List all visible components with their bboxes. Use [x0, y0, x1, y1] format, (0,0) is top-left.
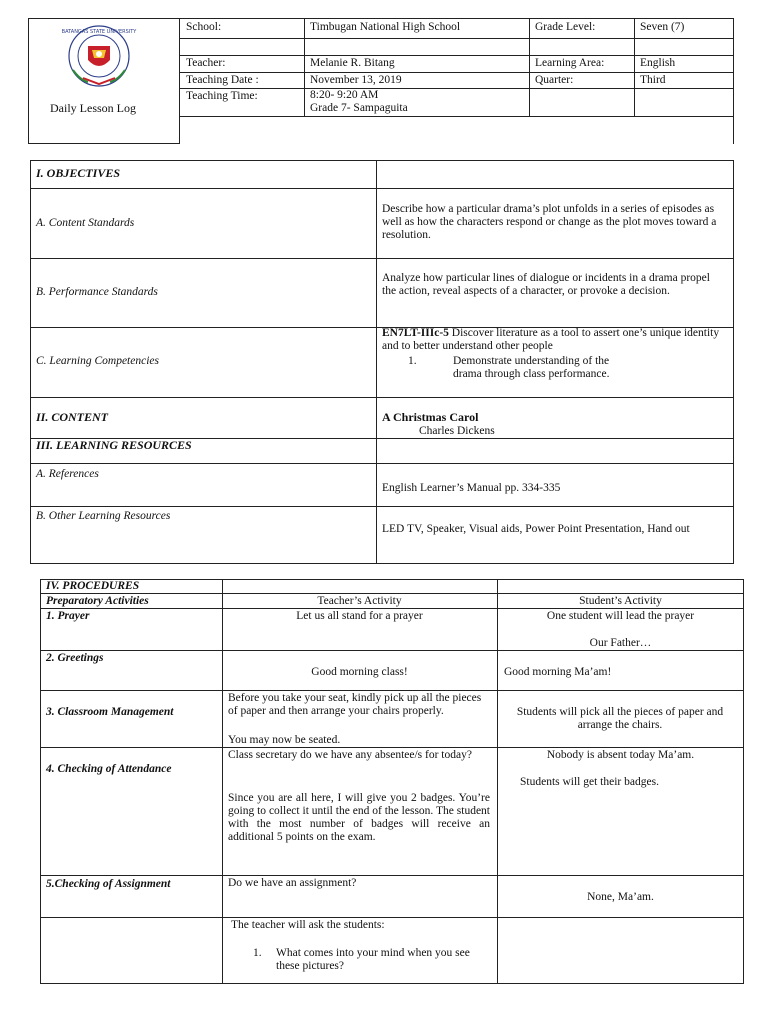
time-value: 8:20- 9:20 AM — [310, 89, 379, 101]
story-title: A Christmas Carol — [382, 410, 479, 424]
management-student-text: Students will pick all the pieces of paper and arrange the chairs. — [516, 706, 724, 731]
quarter-value: Third — [640, 74, 666, 86]
svg-text:BATANGAS STATE UNIVERSITY: BATANGAS STATE UNIVERSITY — [61, 29, 137, 35]
assignment-label: 5.Checking of Assignment — [46, 878, 171, 890]
grade-label: Grade Level: — [535, 21, 596, 33]
attendance-student-text: Nobody is absent today Ma’am. — [546, 749, 695, 761]
assignment-student-text: None, Ma’am. — [587, 891, 654, 903]
prayer-teacher-text: Let us all stand for a prayer — [296, 610, 423, 622]
references-label: A. References — [36, 468, 99, 480]
time-label: Teaching Time: — [186, 90, 258, 102]
teacher-label: Teacher: — [186, 57, 226, 69]
attendance-teacher-text-2: Since you are all here, I will give you 2 badges. You’re going to collect it until the end of the lesson. The student with the most number of badges will receive an additional 5 points on the exam. — [228, 792, 490, 843]
procedures-title: IV. PROCEDURES — [46, 580, 140, 592]
prayer-label: 1. Prayer — [46, 610, 90, 622]
references-text: English Learner’s Manual pp. 334-335 — [382, 482, 561, 494]
preparatory-activities-label: Preparatory Activities — [46, 595, 149, 607]
content-standards-label: A. Content Standards — [36, 217, 135, 229]
student-activity-header: Student’s Activity — [579, 595, 662, 607]
school-value: Timbugan National High School — [310, 21, 461, 33]
other-resources-text: LED TV, Speaker, Visual aids, Power Point Presentation, Hand out — [382, 523, 690, 535]
prayer-student-text: One student will lead the prayer — [546, 610, 695, 622]
attendance-label: 4. Checking of Attendance — [46, 763, 172, 775]
management-teacher-text-2: You may now be seated. — [228, 734, 341, 746]
competency-description: Discover literature as a tool to assert one’s unique identity and to better understand other people — [382, 327, 720, 352]
learning-competency-text — [382, 327, 722, 353]
performance-standards-text: Analyze how particular lines of dialogue or incidents in a drama propel the action, reveal aspects of a character, or provoke a decision. — [382, 272, 710, 297]
date-value: November 13, 2019 — [310, 74, 402, 86]
greetings-label: 2. Greetings — [46, 652, 104, 664]
greetings-student-text: Good morning Ma’am! — [504, 666, 612, 678]
date-label: Teaching Date : — [186, 74, 259, 86]
prayer-student-text-2: Our Father… — [589, 637, 652, 649]
management-teacher-text: Before you take your seat, kindly pick up all the pieces of paper and then arrange your chairs properly. — [228, 692, 482, 717]
other-resources-label: B. Other Learning Resources — [36, 510, 171, 522]
competency-item-text: Demonstrate understanding of the drama through class performance. — [453, 355, 610, 380]
competency-item-number: 1. — [408, 355, 417, 367]
attendance-student-text-2: Students will get their badges. — [520, 776, 659, 788]
motivation-item-number: 1. — [253, 947, 262, 959]
school-seal-icon — [58, 22, 140, 90]
school-label: School: — [186, 21, 222, 33]
competency-code: EN7LT-IIIc-5 — [382, 327, 449, 339]
greetings-teacher-text: Good morning class! — [311, 666, 408, 678]
classroom-management-label: 3. Classroom Management — [46, 706, 174, 718]
objectives-title: I. OBJECTIVES — [36, 166, 121, 180]
story-author: Charles Dickens — [419, 425, 495, 437]
motivation-teacher-text: The teacher will ask the students: — [231, 919, 385, 931]
area-value: English — [640, 57, 676, 69]
assignment-teacher-text: Do we have an assignment? — [228, 877, 357, 889]
grade-value: Seven (7) — [640, 21, 685, 33]
attendance-teacher-text: Class secretary do we have any absentee/s for today? — [228, 749, 472, 761]
teacher-value: Melanie R. Bitang — [310, 57, 395, 69]
content-section-title: II. CONTENT — [36, 410, 109, 424]
teacher-activity-header: Teacher’s Activity — [317, 595, 402, 607]
learning-resources-title: III. LEARNING RESOURCES — [36, 438, 192, 452]
learning-competencies-label: C. Learning Competencies — [36, 355, 159, 367]
content-standards-text: Describe how a particular drama’s plot unfolds in a series of episodes as well as how the characters respond or change as the plot moves toward a resolution. — [382, 203, 717, 241]
quarter-label: Quarter: — [535, 74, 574, 86]
performance-standards-label: B. Performance Standards — [36, 286, 158, 298]
area-label: Learning Area: — [535, 57, 605, 69]
section-value: Grade 7- Sampaguita — [310, 102, 408, 114]
motivation-item-text: What comes into your mind when you see these pictures? — [276, 947, 470, 972]
daily-lesson-log-label: Daily Lesson Log — [50, 101, 136, 115]
